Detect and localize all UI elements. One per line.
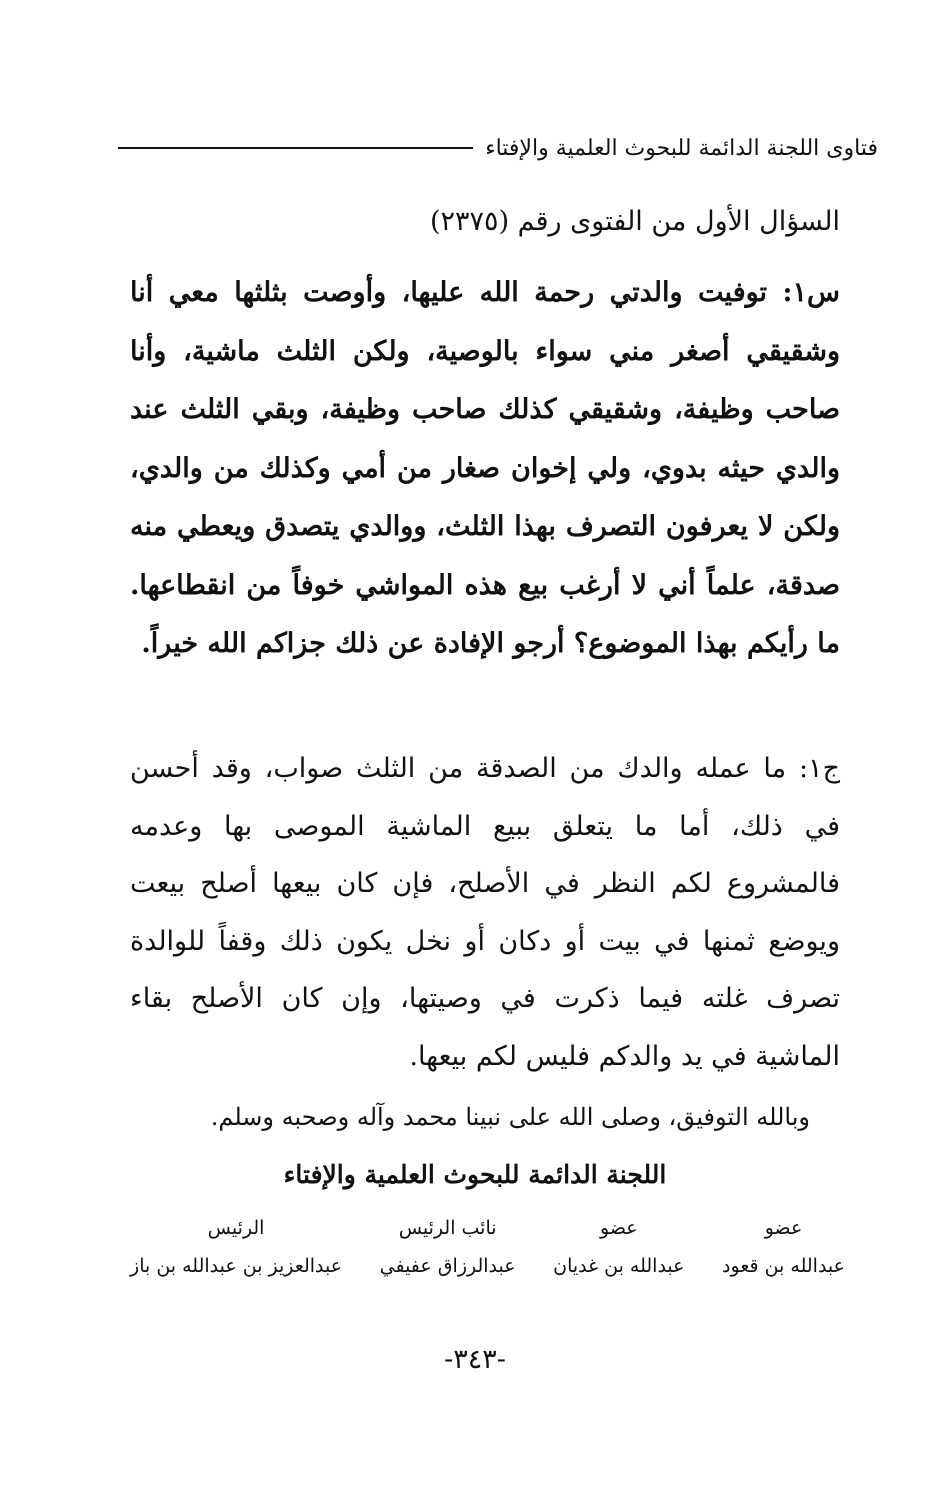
- signatory: [130, 1210, 342, 1290]
- signatory: [553, 1210, 684, 1290]
- header-title: فتاوى اللجنة الدائمة للبحوث العلمية والإفتاء: [485, 135, 878, 161]
- signatory-role: عضو: [600, 1217, 638, 1239]
- signatory: [380, 1210, 516, 1290]
- signatory-role: عضو: [764, 1217, 803, 1239]
- question-text: س١: توفيت والدتي رحمة الله عليها، وأوصت بثلثها معي أنا وشقيقي أصغر مني سواء بالوصية، ولكن الثلث ماشية، وأنا صاحب وظيفة، وشقيقي كذلك صاحب وظيفة، وبقي الثلث عند والدي حيثه بدوي، ولي إخوان صغار من أمي وكذلك من والدي، ولكن لا يعرفون التصرف بهذا الثلث، ووالدي يتصدق ويعطي منه صدقة، علماً أني لا أرغب بيع هذه المواشي خوفاً من انقطاعها. ما رأيكم بهذا الموضوع؟ أرجو الإفادة عن ذلك جزاكم الله خيراً.: [130, 277, 840, 659]
- signatory-name: عبدالرزاق عفيفي: [379, 1255, 516, 1277]
- closing-text: وبالله التوفيق، وصلى الله على نبينا محمد وآله وصحبه وسلم.: [210, 1103, 810, 1131]
- header-rule: [118, 147, 473, 149]
- signatory-name: عبدالله بن قعود: [722, 1255, 845, 1277]
- signatory-name: عبدالله بن غديان: [553, 1255, 685, 1277]
- signatory-role: الرئيس: [207, 1217, 265, 1239]
- answer-text: ج١: ما عمله والدك من الصدقة من الثلث صواب، وقد أحسن في ذلك، أما ما يتعلق ببيع الماشية الموصى بها وعدمه فالمشروع لكم النظر في الأصلح، فإن كان بيعها أصلح بيعت ويوضع ثمنها في بيت أو دكان أو نخل يكون ذلك وقفاً للوالدة تصرف غلته فيما ذكرت في وصيتها، وإن كان الأصلح بقاء الماشية في يد والدكم فليس لكم بيعها.: [130, 753, 840, 1072]
- fatwa-subtitle: السؤال الأول من الفتوى رقم (٢٣٧٥): [430, 206, 840, 237]
- page-number: -٣٤٣-: [444, 1344, 506, 1375]
- committee-name: اللجنة الدائمة للبحوث العلمية والإفتاء: [283, 1160, 667, 1189]
- running-header: [118, 128, 878, 168]
- signatory-role: نائب الرئيس: [398, 1217, 497, 1239]
- signatory-name: عبدالعزيز بن عبدالله بن باز: [130, 1255, 343, 1277]
- signatory: [722, 1210, 845, 1290]
- signatories: [130, 1210, 845, 1290]
